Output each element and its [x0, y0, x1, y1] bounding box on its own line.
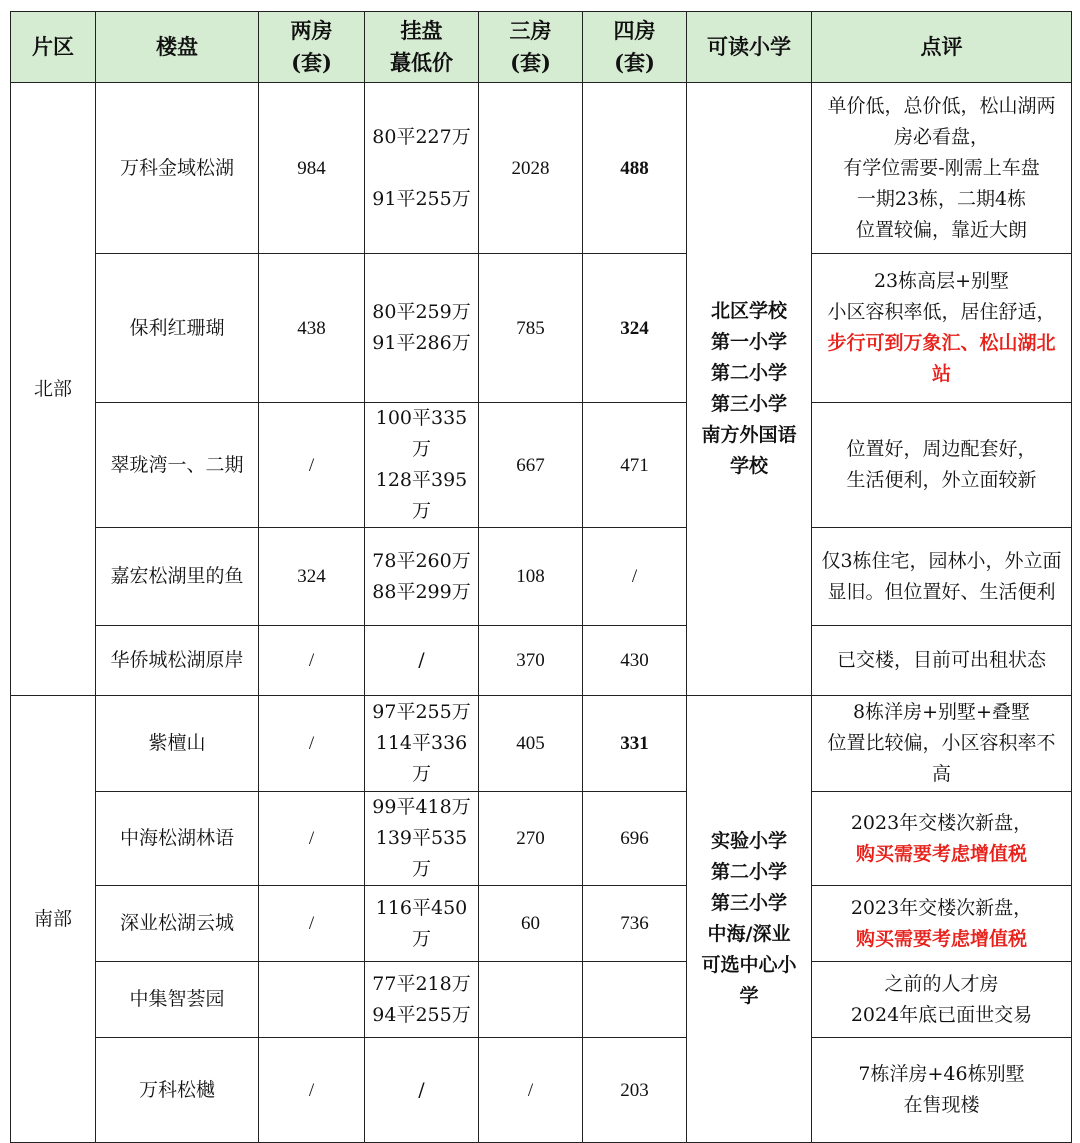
three-room-cell: 2028	[479, 83, 583, 254]
three-room-cell: /	[479, 1038, 583, 1143]
three-room-cell: 108	[479, 528, 583, 626]
housing-comparison-table	[10, 11, 1072, 1143]
table-row	[11, 1038, 1072, 1143]
table-row	[11, 696, 1072, 792]
four-room-cell	[583, 962, 687, 1038]
two-room-cell: /	[259, 626, 365, 696]
two-room-cell: 438	[259, 254, 365, 403]
four-room-cell: 430	[583, 626, 687, 696]
estate-cell: 紫檀山	[96, 696, 259, 792]
estate-cell: 中海松湖林语	[96, 792, 259, 886]
estate-cell: 保利红珊瑚	[96, 254, 259, 403]
header-comment: 点评	[812, 12, 1072, 83]
header-estate: 楼盘	[96, 12, 259, 83]
header-district: 片区	[11, 12, 96, 83]
estate-cell: 中集智荟园	[96, 962, 259, 1038]
comment-cell: 已交楼，目前可出租状态	[812, 626, 1072, 696]
comment-highlight: 购买需要考虑增值税	[855, 842, 1027, 865]
two-room-cell: /	[259, 792, 365, 886]
price-cell: 97平255万 114平336万	[365, 696, 479, 792]
four-room-cell: 471	[583, 403, 687, 528]
three-room-cell: 405	[479, 696, 583, 792]
school-cell-north: 北区学校 第一小学 第二小学 第三小学 南方外国语 学校	[687, 83, 812, 696]
price-cell: 116平450万	[365, 886, 479, 962]
comment-cell: 8栋洋房+别墅+叠墅 位置比较偏，小区容积率不 高	[812, 696, 1072, 792]
price-cell: 80平227万 91平255万	[365, 83, 479, 254]
comment-cell: 7栋洋房+46栋别墅 在售现楼	[812, 1038, 1072, 1143]
two-room-cell: /	[259, 403, 365, 528]
three-room-cell: 785	[479, 254, 583, 403]
comment-cell: 单价低，总价低，松山湖两 房必看盘， 有学位需要-刚需上车盘 一期23栋，二期4栋 位置较偏，靠近大朗	[812, 83, 1072, 254]
district-cell-south: 南部	[11, 696, 96, 1143]
estate-cell: 深业松湖云城	[96, 886, 259, 962]
price-cell: 99平418万 139平535万	[365, 792, 479, 886]
price-cell: 78平260万 88平299万	[365, 528, 479, 626]
price-cell: 80平259万 91平286万	[365, 254, 479, 403]
table-row	[11, 792, 1072, 886]
four-room-cell: 203	[583, 1038, 687, 1143]
comment-highlight: 步行可到万象汇、松山湖北	[827, 332, 1056, 354]
three-room-cell: 60	[479, 886, 583, 962]
school-cell-south: 实验小学 第二小学 第三小学 中海/深业 可选中心小 学	[687, 696, 812, 1143]
table-row	[11, 962, 1072, 1038]
header-lowest-price: 挂盘 蕞低价	[365, 12, 479, 83]
four-room-cell: 696	[583, 792, 687, 886]
estate-cell: 华侨城松湖原岸	[96, 626, 259, 696]
four-room-cell: 324	[583, 254, 687, 403]
comment-highlight: 站	[931, 363, 951, 385]
estate-cell: 万科松樾	[96, 1038, 259, 1143]
price-cell: 77平218万 94平255万	[365, 962, 479, 1038]
comment-cell: 位置好，周边配套好， 生活便利，外立面较新	[812, 403, 1072, 528]
price-cell: /	[365, 1038, 479, 1143]
comment-cell: 2023年交楼次新盘， 购买需要考虑增值税	[812, 792, 1072, 886]
two-room-cell: /	[259, 1038, 365, 1143]
two-room-cell: /	[259, 886, 365, 962]
two-room-cell	[259, 962, 365, 1038]
price-cell: 100平335万 128平395万	[365, 403, 479, 528]
three-room-cell: 270	[479, 792, 583, 886]
two-room-cell: 984	[259, 83, 365, 254]
three-room-cell	[479, 962, 583, 1038]
estate-cell: 万科金域松湖	[96, 83, 259, 254]
four-room-cell: 488	[583, 83, 687, 254]
comment-highlight: 购买需要考虑增值税	[855, 927, 1027, 950]
table-row	[11, 254, 1072, 403]
estate-cell: 嘉宏松湖里的鱼	[96, 528, 259, 626]
header-two-room: 两房 (套)	[259, 12, 365, 83]
header-school: 可读小学	[687, 12, 812, 83]
three-room-cell: 370	[479, 626, 583, 696]
table-row	[11, 626, 1072, 696]
four-room-cell: 736	[583, 886, 687, 962]
header-three-room: 三房 (套)	[479, 12, 583, 83]
table-row	[11, 886, 1072, 962]
two-room-cell: /	[259, 696, 365, 792]
comment-cell: 之前的人才房 2024年底已面世交易	[812, 962, 1072, 1038]
three-room-cell: 667	[479, 403, 583, 528]
header-four-room: 四房 (套)	[583, 12, 687, 83]
four-room-cell: /	[583, 528, 687, 626]
comment-cell: 23栋高层+别墅 小区容积率低，居住舒适， 步行可到万象汇、松山湖北 站	[812, 254, 1072, 403]
table-row	[11, 83, 1072, 254]
table-row	[11, 403, 1072, 528]
table-row	[11, 528, 1072, 626]
header-row	[11, 12, 1072, 83]
comment-cell: 仅3栋住宅，园林小，外立面 显旧。但位置好、生活便利	[812, 528, 1072, 626]
price-cell: /	[365, 626, 479, 696]
two-room-cell: 324	[259, 528, 365, 626]
district-cell-north: 北部	[11, 83, 96, 696]
comment-cell: 2023年交楼次新盘， 购买需要考虑增值税	[812, 886, 1072, 962]
four-room-cell: 331	[583, 696, 687, 792]
estate-cell: 翠珑湾一、二期	[96, 403, 259, 528]
